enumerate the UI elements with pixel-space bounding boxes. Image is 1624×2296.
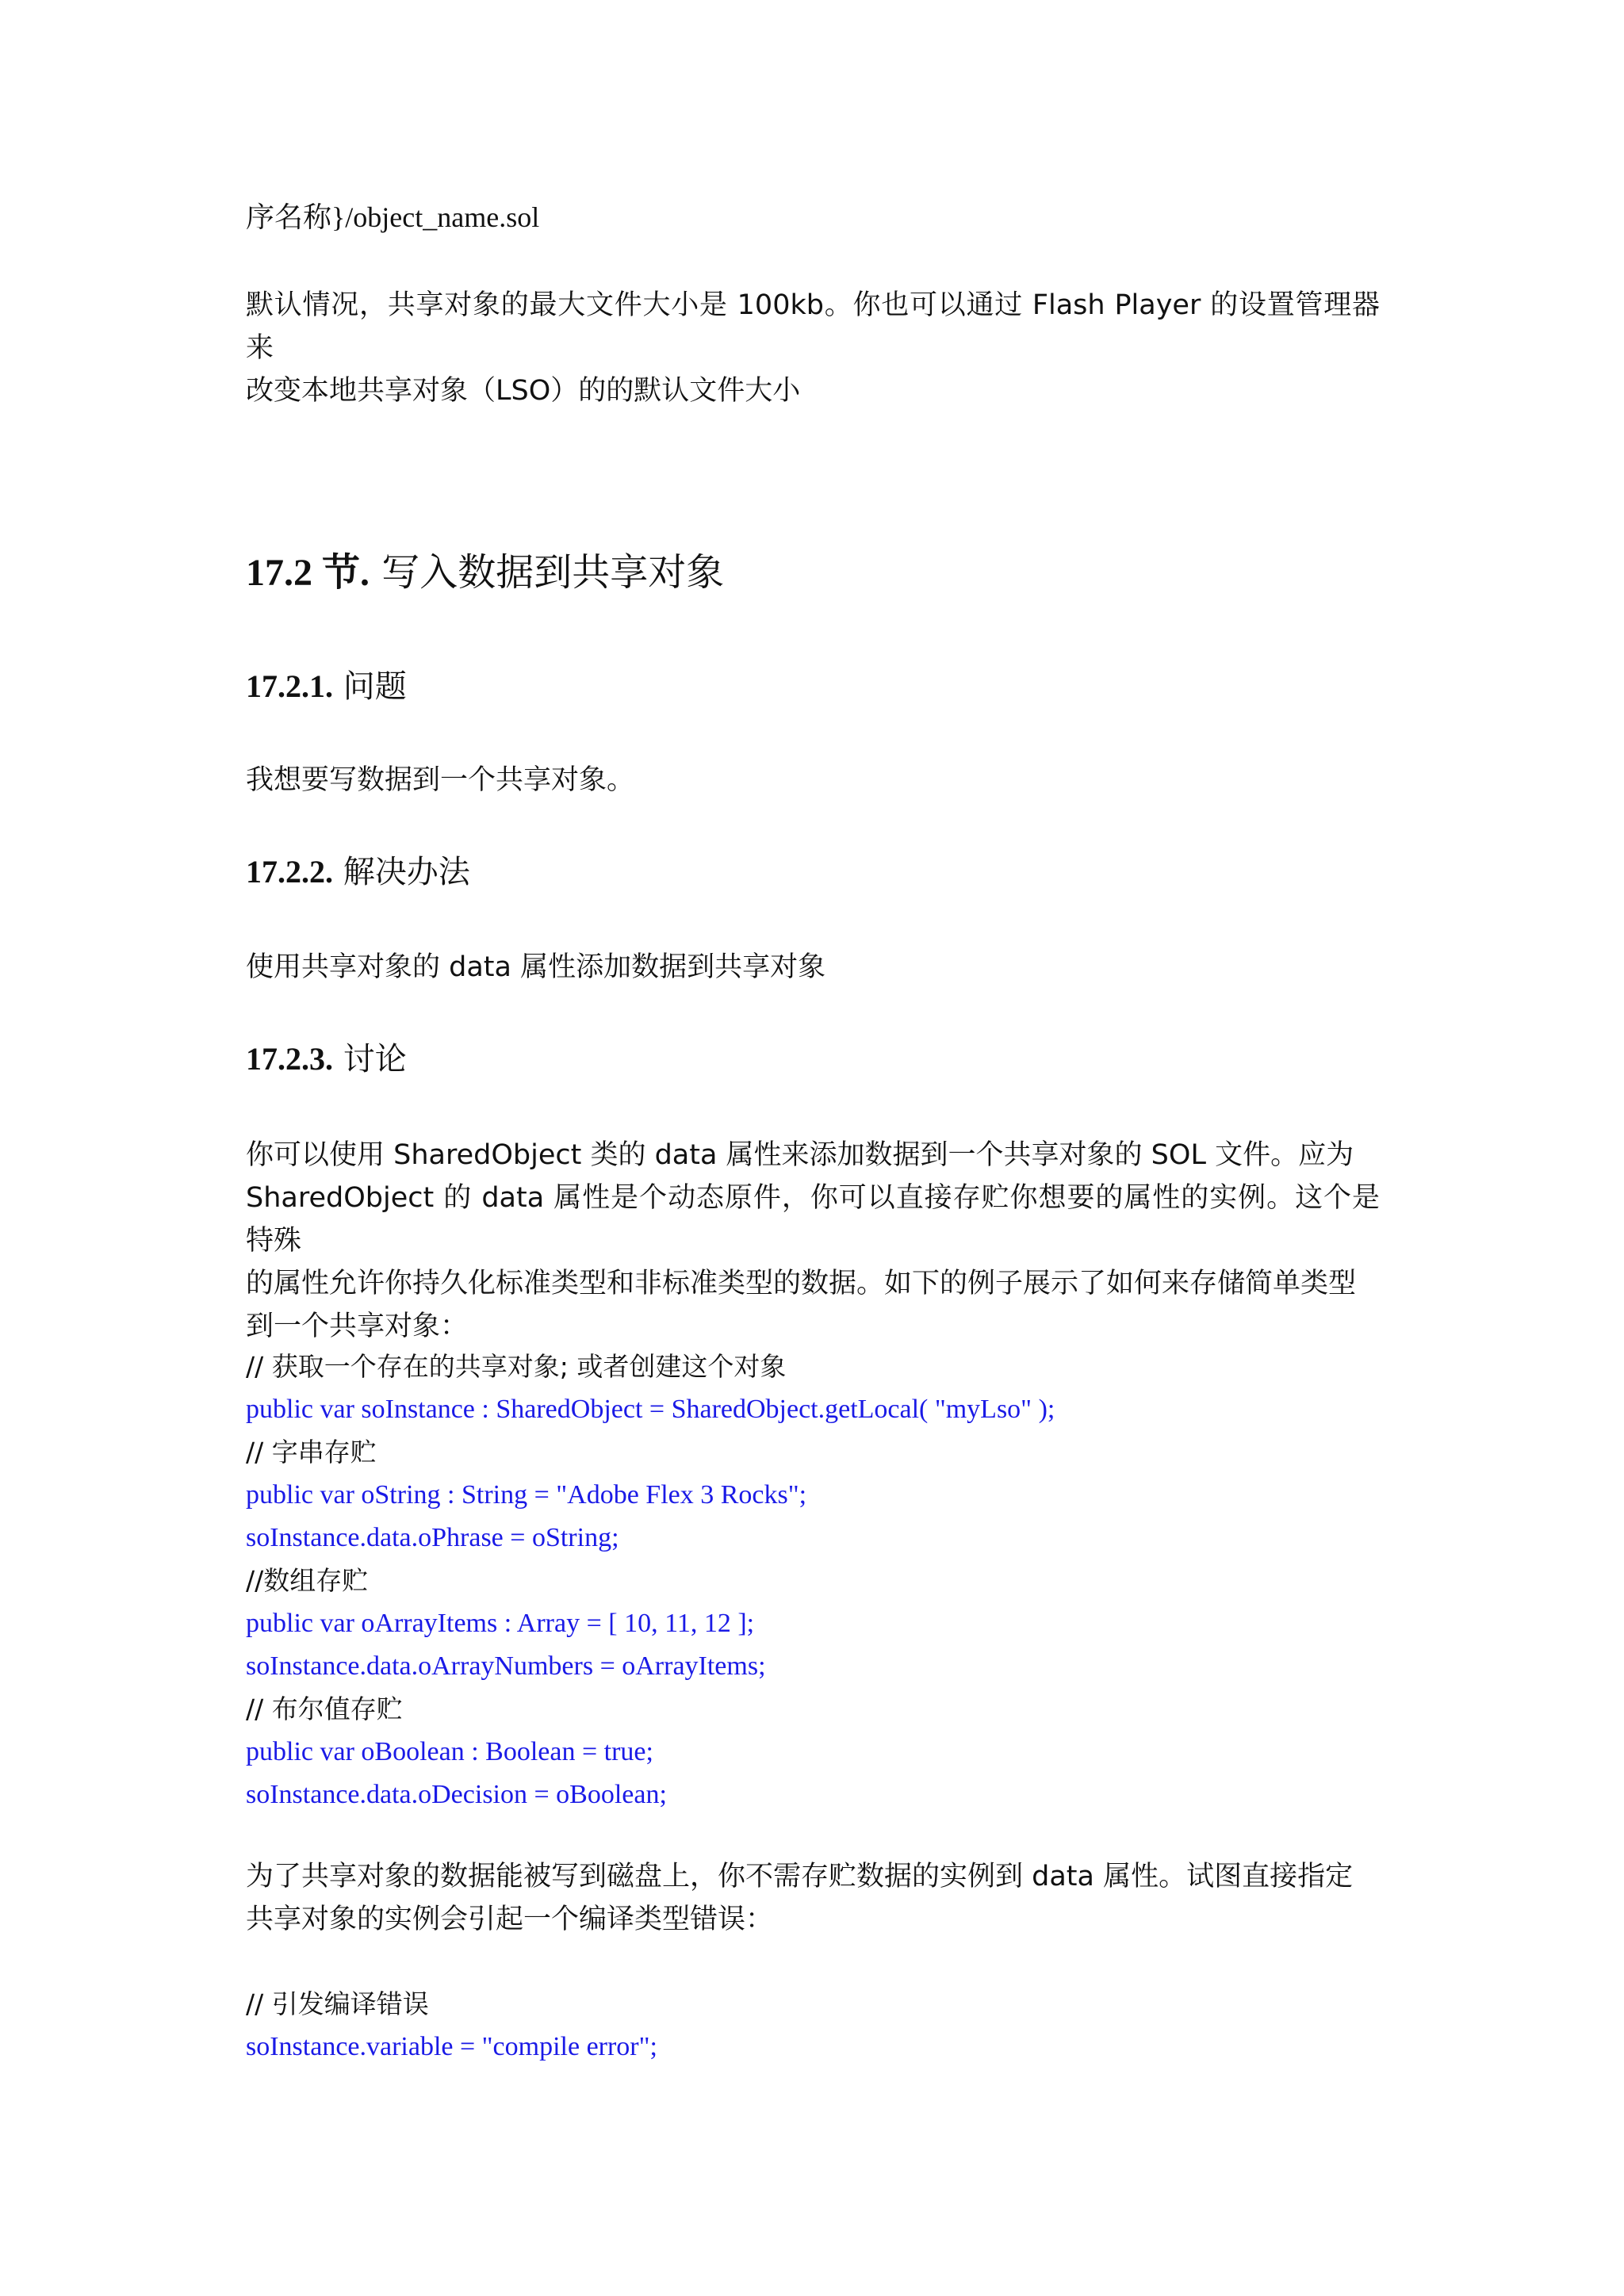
subsection-title: 讨论 (343, 1041, 407, 1077)
code-comment-line: // 引发编译错误 (246, 1988, 429, 2019)
code-line: public var soInstance : SharedObject = SharedObject.getLocal( "myLso" ); (246, 1395, 1055, 1424)
code-line: soInstance.variable = "compile error"; (246, 2032, 657, 2061)
subsection-title: 问题 (343, 668, 407, 705)
code-comment-line: // 字串存贮 (246, 1437, 377, 1468)
discussion-paragraph (246, 1134, 1380, 1348)
section-title: 写入数据到共享对象 (381, 550, 725, 595)
code-comment-line: //数组存贮 (246, 1565, 369, 1596)
discussion-line: 你可以使用 SharedObject 类的 data 属性来添加数据到一个共享对象的 SOL 文件。应为 (246, 1139, 1354, 1171)
subsection-title: 解决办法 (343, 854, 470, 890)
problem-body: 我想要写数据到一个共享对象。 (246, 764, 635, 796)
subsection-number: 17.2.1. (246, 668, 333, 704)
subsection-heading-solution (246, 850, 470, 894)
section-heading (246, 547, 724, 599)
section-number: 17.2 节. (246, 552, 370, 594)
code-line: public var oString : String = "Adobe Flex 3 Rocks"; (246, 1480, 807, 1510)
code-line: soInstance.data.oPhrase = oString; (246, 1523, 619, 1552)
discussion-line: 到一个共享对象： (246, 1311, 469, 1342)
intro-path-line: 序名称}/object_name.sol (246, 201, 540, 233)
code-line: public var oBoolean : Boolean = true; (246, 1737, 653, 1766)
code-line: soInstance.data.oDecision = oBoolean; (246, 1780, 667, 1809)
solution-body: 使用共享对象的 data 属性添加数据到共享对象 (246, 951, 826, 983)
after-line: 为了共享对象的数据能被写到磁盘上，你不需存贮数据的实例到 data 属性。试图直接指定 (246, 1861, 1354, 1892)
subsection-number: 17.2.3. (246, 1041, 333, 1077)
discussion-line: SharedObject 的 data 属性是个动态原件，你可以直接存贮你想要的属性的实例。这个是特殊 (246, 1182, 1380, 1257)
intro-paragraph-line: 改变本地共享对象（LSO）的的默认文件大小 (246, 375, 801, 407)
code-line: soInstance.data.oArrayNumbers = oArrayItems; (246, 1651, 766, 1681)
code-line: public var oArrayItems : Array = [ 10, 11, 12 ]; (246, 1609, 755, 1638)
subsection-number: 17.2.2. (246, 854, 333, 890)
after-code-paragraph (246, 1855, 1380, 1941)
intro-paragraph (246, 284, 1380, 412)
subsection-heading-discussion (246, 1037, 407, 1081)
code-comment-line: // 获取一个存在的共享对象; 或者创建这个对象 (246, 1351, 787, 1382)
code-comment-line: // 布尔值存贮 (246, 1693, 403, 1724)
after-line: 共享对象的实例会引起一个编译类型错误： (246, 1904, 774, 1935)
intro-paragraph-line: 默认情况，共享对象的最大文件大小是 100kb。你也可以通过 Flash Player 的设置管理器来 (246, 289, 1380, 364)
discussion-line: 的属性允许你持久化标准类型和非标准类型的数据。如下的例子展示了如何来存储简单类型 (246, 1268, 1357, 1299)
subsection-heading-problem (246, 664, 407, 709)
